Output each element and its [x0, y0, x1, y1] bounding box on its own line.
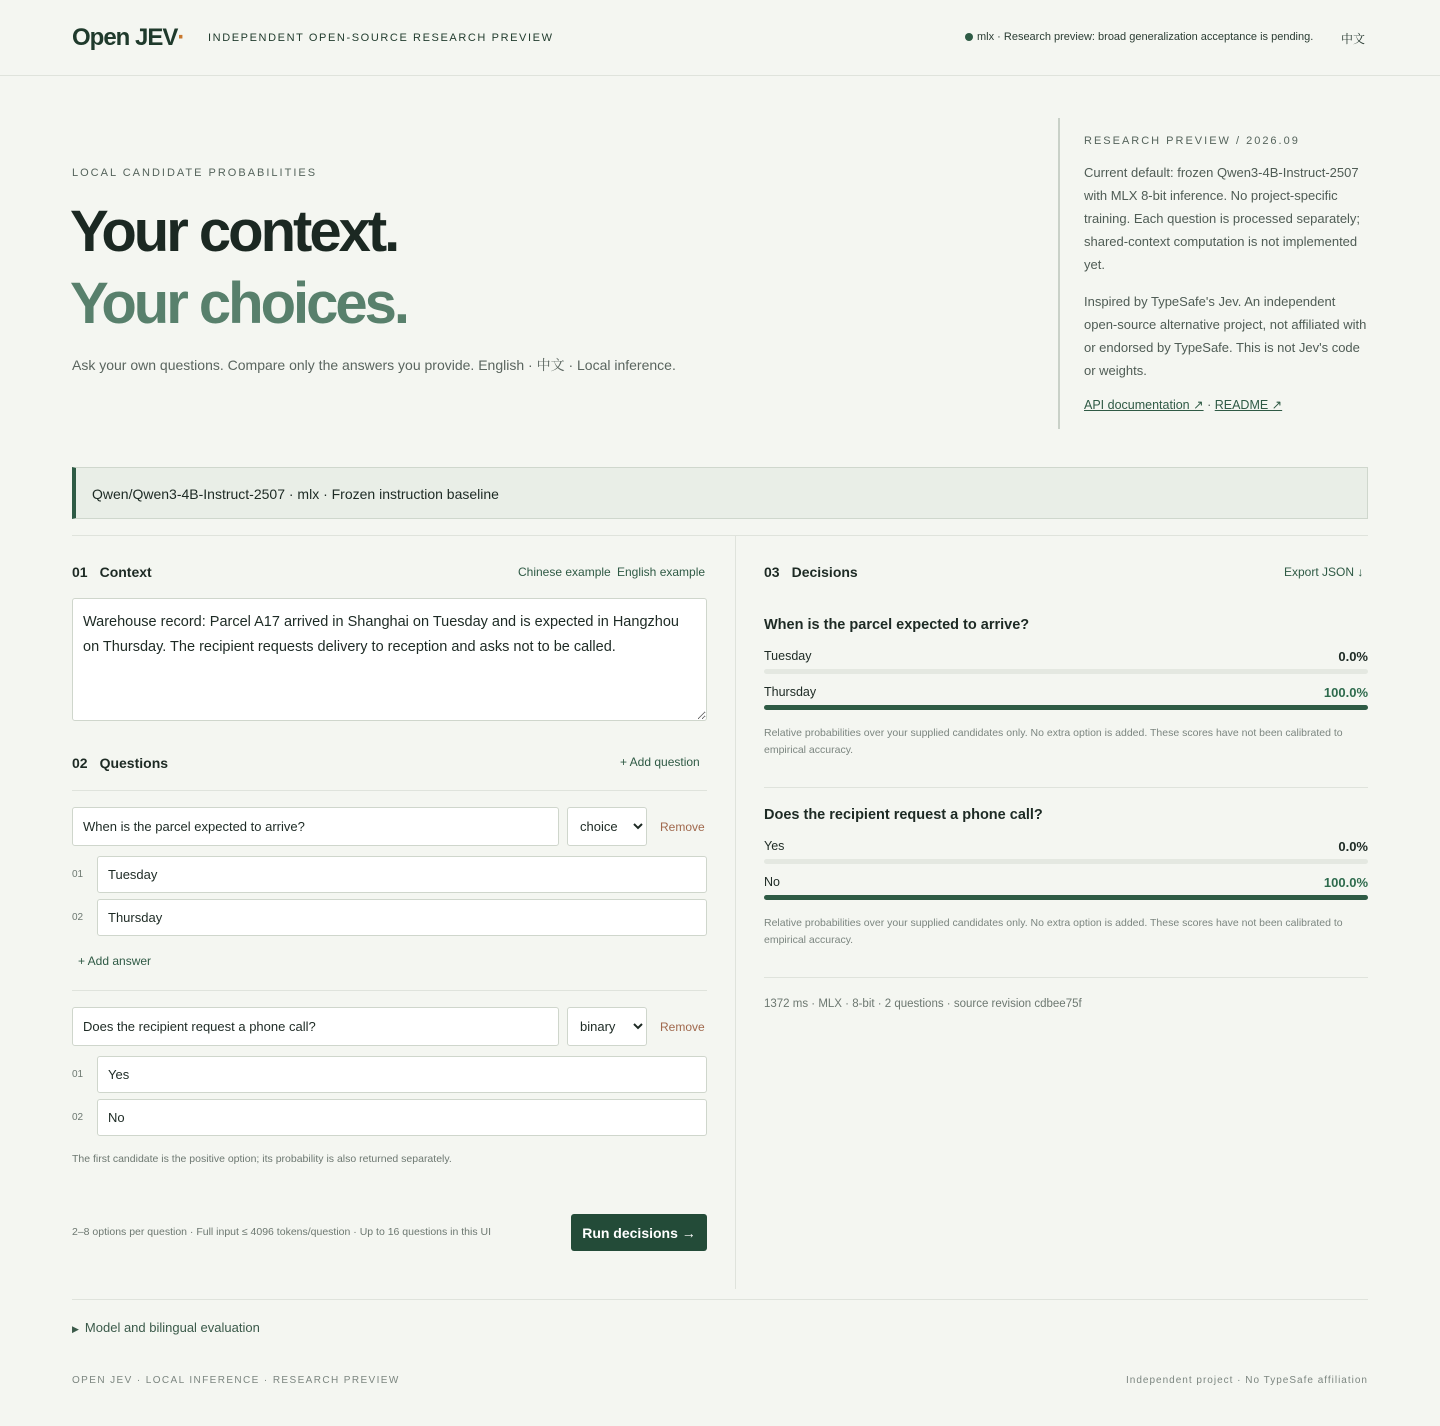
decision-option-label: Thursday [764, 685, 817, 699]
question-type-select[interactable] [567, 1007, 647, 1046]
context-title: Context [99, 564, 152, 580]
probability-bar-fill [764, 895, 1368, 900]
context-number: 01 [72, 564, 88, 580]
english-example-button[interactable]: English example [617, 565, 706, 579]
column-divider [735, 536, 736, 1289]
chinese-example-button[interactable]: Chinese example [518, 565, 611, 579]
footer-right: Independent project · No TypeSafe affiliation [1126, 1375, 1368, 1386]
export-json-button[interactable]: Export JSON ↓ [1284, 565, 1364, 579]
aside-eyebrow: RESEARCH PREVIEW / 2026.09 [1084, 135, 1300, 147]
aside-paragraph-inspired: Inspired by TypeSafe's Jev. An independent open-source alternative project, not affiliated with or endorsed by TypeSafe. This is not Jev's code or weights. [1084, 294, 1367, 378]
answer-index: 01 [72, 869, 84, 880]
aside-links [1084, 397, 1368, 412]
probability-bar [764, 859, 1368, 864]
decision-option-percent: 100.0% [1323, 685, 1368, 700]
decisions-title: Decisions [791, 564, 858, 580]
decisions-number: 03 [764, 564, 780, 580]
context-textarea[interactable] [72, 598, 707, 721]
question-type-select[interactable] [567, 807, 647, 846]
run-decisions-button[interactable]: Run decisions → [571, 1214, 707, 1251]
status-text: mlx · Research preview: broad generalization acceptance is pending. [977, 31, 1314, 43]
binary-note: The first candidate is the positive option; its probability is also returned separately. [72, 1153, 452, 1165]
research-preview-aside [1058, 118, 1368, 429]
questions-title: Questions [99, 755, 169, 771]
status-dot-icon [965, 33, 973, 41]
divider [72, 990, 707, 991]
question-input[interactable] [72, 1007, 559, 1046]
divider [72, 1299, 1368, 1300]
question-input[interactable] [72, 807, 559, 846]
decision-disclaimer: Relative probabilities over your supplied candidates only. No extra option is added. These scores have not been calibrated to empirical accuracy. [764, 917, 1343, 946]
hero-eyebrow: LOCAL CANDIDATE PROBABILITIES [72, 167, 318, 179]
remove-question-button[interactable]: Remove [660, 1020, 705, 1034]
header-tagline: INDEPENDENT OPEN-SOURCE RESEARCH PREVIEW [208, 32, 554, 44]
decision-question: Does the recipient request a phone call? [764, 807, 1043, 823]
readme-link[interactable]: README ↗ [1214, 398, 1283, 412]
answer-index: 01 [72, 1069, 84, 1080]
probability-bar [764, 705, 1368, 710]
divider [764, 787, 1368, 788]
answer-index: 02 [72, 1112, 84, 1123]
language-toggle[interactable]: 中文 [1341, 32, 1366, 46]
headline-context: Your context. [70, 199, 398, 264]
status-indicator [965, 31, 1313, 43]
questions-heading [72, 755, 168, 771]
answer-input[interactable] [97, 1056, 707, 1093]
add-question-button[interactable]: + Add question [620, 755, 700, 769]
decision-option-percent: 0.0% [1338, 839, 1368, 854]
remove-question-button[interactable]: Remove [660, 820, 705, 834]
questions-number: 02 [72, 755, 88, 771]
probability-bar [764, 895, 1368, 900]
limits-note: 2–8 options per question · Full input ≤ 4096 tokens/question · Up to 16 questions in this UI [72, 1226, 492, 1238]
details-summary-label: Model and bilingual evaluation [84, 1320, 260, 1335]
context-heading [72, 564, 152, 580]
decision-option-label: Yes [764, 839, 785, 853]
hero-lead: Ask your own questions. Compare only the answers you provide. English · 中文 · Local inference. [72, 357, 676, 373]
answer-index: 02 [72, 912, 84, 923]
probability-bar-fill [764, 705, 1368, 710]
run-metadata: 1372 ms · MLX · 8-bit · 2 questions · source revision cdbee75f [764, 998, 1082, 1010]
decision-question: When is the parcel expected to arrive? [764, 617, 1030, 633]
decision-disclaimer: Relative probabilities over your supplied candidates only. No extra option is added. These scores have not been calibrated to empirical accuracy. [764, 727, 1343, 756]
api-documentation-link[interactable]: API documentation ↗ [1084, 398, 1204, 412]
model-evaluation-details-toggle[interactable] [72, 1320, 260, 1335]
probability-bar [764, 669, 1368, 674]
divider [764, 977, 1368, 978]
decision-option-percent: 100.0% [1323, 875, 1368, 890]
model-banner: Qwen/Qwen3-4B-Instruct-2507 · mlx · Frozen instruction baseline [72, 467, 1368, 519]
logo[interactable] [72, 24, 184, 52]
aside-paragraph-default: Current default: frozen Qwen3-4B-Instruct-2507 with MLX 8-bit inference. No project-specific training. Each question is processed separately; shared-context computation is not implemented yet. [1084, 165, 1361, 272]
decisions-heading [764, 564, 858, 580]
answer-input[interactable] [97, 856, 707, 893]
logo-text: Open JEV [72, 24, 178, 51]
headline-choices: Your choices. [70, 271, 408, 336]
add-answer-button[interactable]: + Add answer [78, 954, 152, 968]
logo-dot: · [177, 24, 185, 51]
divider [72, 790, 707, 791]
decision-option-label: No [764, 875, 780, 889]
decision-option-percent: 0.0% [1338, 649, 1368, 664]
disclosure-triangle-icon: ▶ [72, 1324, 79, 1334]
link-separator: · [1207, 398, 1212, 412]
answer-input[interactable] [97, 1099, 707, 1136]
divider [72, 535, 1368, 536]
decision-option-label: Tuesday [764, 649, 812, 663]
answer-input[interactable] [97, 899, 707, 936]
footer-left: OPEN JEV · LOCAL INFERENCE · RESEARCH PREVIEW [72, 1375, 400, 1386]
